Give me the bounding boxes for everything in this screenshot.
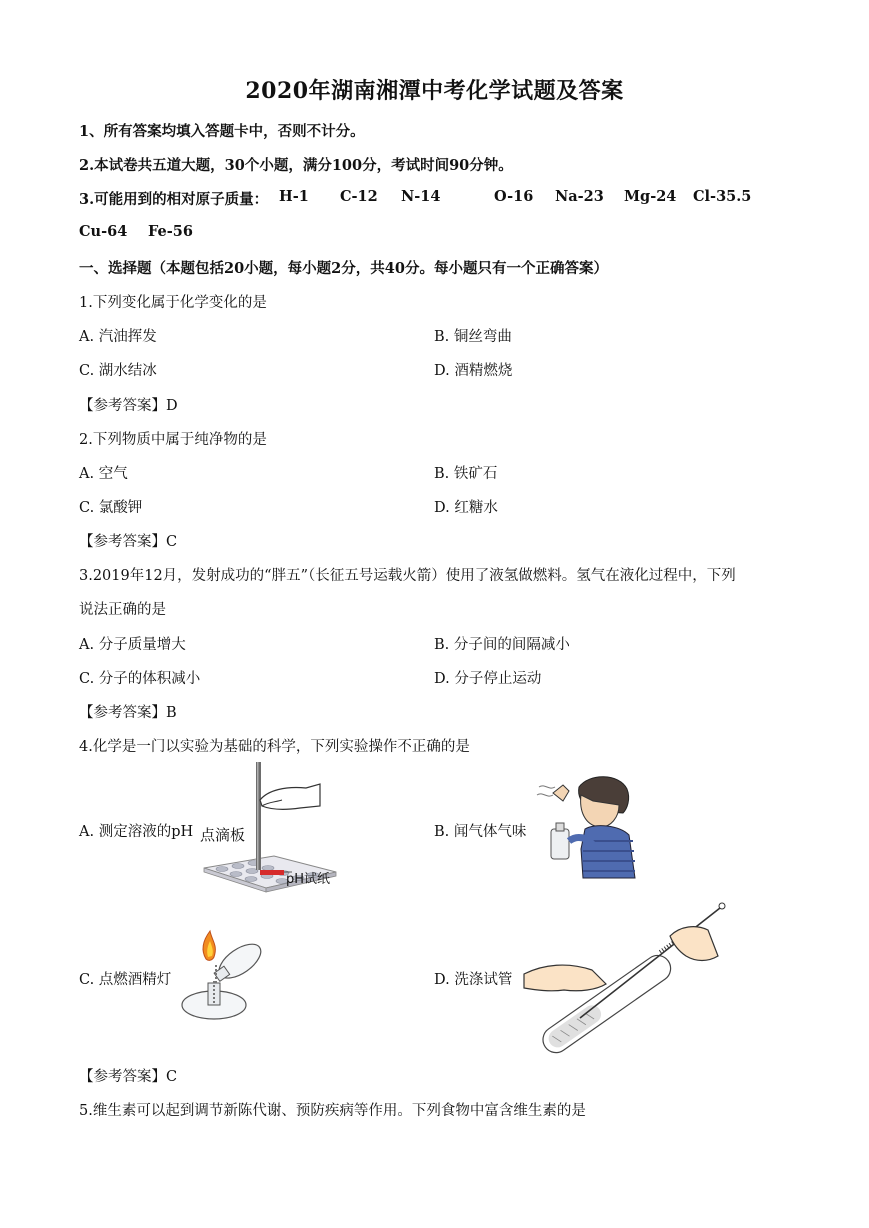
atomic-mass-h: H-1 xyxy=(279,188,309,205)
question-1-option-c: C. 湖水结冰 xyxy=(79,363,157,379)
question-4-option-d: D. 洗涤试管 xyxy=(434,972,513,988)
question-1-option-b: B. 铜丝弯曲 xyxy=(434,329,512,345)
question-1-option-a: A. 汽油挥发 xyxy=(79,329,157,345)
question-4-option-c: C. 点燃酒精灯 xyxy=(79,972,172,988)
question-5-stem: 5.维生素可以起到调节新陈代谢、预防疾病等作用。下列食物中富含维生素的是 xyxy=(79,1103,586,1119)
question-4-option-a: A. 测定溶液的pH xyxy=(79,824,194,840)
question-1-answer: 【参考答案】D xyxy=(79,398,178,414)
atomic-mass-n: N-14 xyxy=(401,188,441,205)
question-3-option-c: C. 分子的体积减小 xyxy=(79,671,201,687)
atomic-mass-na: Na-23 xyxy=(555,188,604,205)
question-2-answer: 【参考答案】C xyxy=(79,534,178,550)
instruction-3: 3.可能用到的相对原子质量： xyxy=(79,191,269,208)
question-1-stem: 1.下列变化属于化学变化的是 xyxy=(79,295,267,311)
atomic-mass-fe: Fe-56 xyxy=(148,223,193,240)
question-3-answer: 【参考答案】B xyxy=(79,705,177,721)
question-2-stem: 2.下列物质中属于纯净物的是 xyxy=(79,432,267,448)
test-tube-washing-figure xyxy=(520,900,730,1055)
question-2-option-c: C. 氯酸钾 xyxy=(79,500,143,516)
instruction-2: 2.本试卷共五道大题，30个小题，满分100分，考试时间90分钟。 xyxy=(79,157,513,174)
question-4-answer: 【参考答案】C xyxy=(79,1069,178,1085)
question-4-stem: 4.化学是一门以实验为基础的科学，下列实验操作不正确的是 xyxy=(79,739,470,755)
question-2-option-b: B. 铁矿石 xyxy=(434,466,498,482)
question-3-option-b: B. 分子间的间隔减小 xyxy=(434,637,570,653)
question-3-option-d: D. 分子停止运动 xyxy=(434,671,542,687)
atomic-mass-o: O-16 xyxy=(494,188,534,205)
instruction-1: 1、所有答案均填入答题卡中，否则不计分。 xyxy=(79,123,365,140)
atomic-mass-cl: Cl-35.5 xyxy=(693,188,752,205)
spot-plate-label: 点滴板 xyxy=(200,826,246,844)
alcohol-lamp-figure xyxy=(176,925,276,1025)
question-2-option-a: A. 空气 xyxy=(79,466,128,482)
smelling-gas-figure xyxy=(533,775,643,880)
question-3-stem-line-2: 说法正确的是 xyxy=(79,602,166,618)
ph-test-figure xyxy=(196,760,346,895)
question-4-option-b: B. 闻气体气味 xyxy=(434,824,527,840)
ph-paper-label: pH试纸 xyxy=(286,872,331,887)
atomic-mass-c: C-12 xyxy=(340,188,378,205)
question-1-option-d: D. 酒精燃烧 xyxy=(434,363,513,379)
atomic-mass-cu: Cu-64 xyxy=(79,223,128,240)
page-title: 2020年湖南湘潭中考化学试题及答案 xyxy=(245,78,624,104)
atomic-mass-mg: Mg-24 xyxy=(624,188,677,205)
question-2-option-d: D. 红糖水 xyxy=(434,500,498,516)
section-one-heading: 一、选择题（本题包括20小题，每小题2分，共40分。每小题只有一个正确答案） xyxy=(79,260,608,277)
question-3-option-a: A. 分子质量增大 xyxy=(79,637,186,653)
question-3-stem-line-1: 3.2019年12月，发射成功的“胖五”（长征五号运载火箭）使用了液氢做燃料。氢气在液化过程中，下列 xyxy=(79,568,736,584)
